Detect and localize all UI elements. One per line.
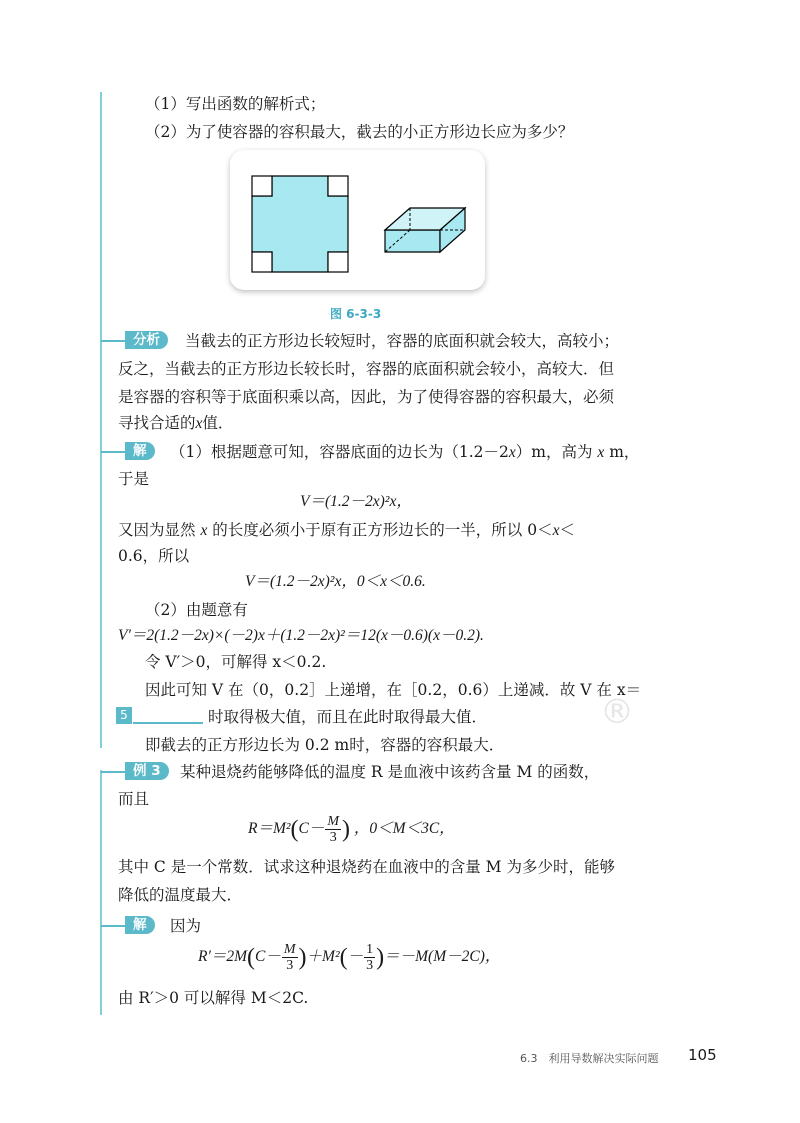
solution-tag: 解 [125, 442, 155, 460]
example-line-1: 某种退烧药能够降低的温度 R 是血液中该药含量 M 的函数， [180, 763, 600, 781]
example-tag: 例 3 [125, 762, 169, 780]
open-box [385, 208, 465, 252]
registered-watermark: ® [600, 692, 634, 732]
frac-num: M [283, 941, 296, 957]
var-x: x [200, 522, 208, 539]
sol1-text-3a: 又因为显然 [118, 521, 196, 539]
solution3-tag: 解 [125, 916, 155, 934]
figure-drawing [230, 150, 485, 290]
fill-blank-line[interactable] [133, 722, 203, 724]
figure-caption: 图 6-3-3 [330, 307, 382, 321]
analysis-line-4-b: 值． [202, 414, 234, 432]
analysis-line-4-a: 寻找合适的 [118, 414, 196, 432]
var-x: x [195, 415, 203, 432]
example-line-4: 降低的温度最大． [118, 886, 243, 904]
example-line-3: 其中 C 是一个常数．试求这种退烧药在血液中的含量 M 为多少时，能够 [118, 858, 615, 876]
paren-open: ( [339, 944, 348, 971]
solution3-tag-line [101, 925, 126, 927]
sol1-text-3c: ＜ [559, 521, 575, 539]
margin-rule-bottom [100, 770, 102, 1015]
margin-rule-top [100, 92, 102, 748]
question-1: （1）写出函数的解析式； [145, 95, 326, 113]
box-front [385, 230, 440, 252]
solution2-line-3: 因此可知 V 在（0，0.2］上递增，在［0.2，0.6）上递减．故 V 在 x＝ [145, 681, 642, 699]
var-x: x [552, 522, 560, 539]
analysis-line-1: 当截去的正方形边长较短时，容器的底面积就会较大，高较小； [185, 332, 620, 350]
solution1-line-1 [170, 442, 639, 463]
solution2-line-5: 即截去的正方形边长为 0.2 m时，容器的容积最大． [145, 736, 505, 754]
cut-sheet [252, 176, 348, 272]
eq4-a: R′＝2M [198, 948, 248, 965]
eq-ex-c: C－ [298, 820, 325, 837]
frac-den: 3 [366, 957, 374, 973]
frac-den: 3 [329, 829, 337, 845]
solution1-line-4: 0.6，所以 [118, 547, 190, 565]
solution2-line-2: 令 V′＞0，可解得 x＜0.2. [145, 653, 327, 671]
corner-square-bl [252, 252, 272, 272]
footer-section-title: 6.3 利用导数解决实际问题 [520, 1052, 659, 1065]
solution3-line-1: 因为 [170, 917, 202, 935]
frac-den: 3 [286, 957, 294, 973]
analysis-line-2: 反之，当截去的正方形边长较长时，容器的底面积就会较小，高较大．但 [118, 360, 615, 378]
fraction-m-over-3 [325, 814, 341, 845]
equation-4 [198, 940, 500, 974]
frac-num: 1 [366, 941, 374, 957]
example-tag-line [101, 771, 126, 773]
equation-2: V＝(1.2－2x)²x，0＜x＜0.6. [245, 573, 426, 590]
solution-tag-line [101, 451, 126, 453]
fraction-m-over-3 [282, 942, 298, 973]
eq4-d: － [347, 948, 364, 965]
corner-square-br [328, 252, 348, 272]
paren-open: ( [290, 816, 299, 843]
equation-3: V′＝2(1.2－2x)×(－2)x＋(1.2－2x)²＝12(x－0.6)(x－0.2). [118, 627, 484, 644]
fill-blank-number-box: 5 [116, 707, 132, 724]
page-number: 105 [688, 1046, 717, 1064]
frac-num: M [327, 813, 340, 829]
example-line-2: 而且 [118, 790, 150, 808]
figure-panel [230, 150, 485, 290]
sol1-text-b: ）m，高为 [515, 443, 593, 461]
analysis-line-3: 是容器的容积等于底面积乘以高，因此，为了使得容器的容积最大，必须 [118, 388, 615, 406]
sol1-text-3b: 的长度必须小于原有正方形边长的一半，所以 0＜ [212, 521, 553, 539]
solution1-line-2: 于是 [118, 470, 150, 488]
solution2-line-1: （2）由题意有 [145, 601, 248, 619]
equation-example [248, 812, 455, 846]
eq4-c: ＋M² [306, 948, 340, 965]
paren-close: ) [376, 944, 385, 971]
paren-close: ) [342, 816, 351, 843]
corner-square-tl [252, 176, 272, 196]
question-2: （2）为了使容器的容积最大，截去的小正方形边长应为多少？ [145, 123, 574, 141]
sol1-text-c: m， [609, 443, 640, 461]
sol1-text-a: （1）根据题意可知，容器底面的边长为（1.2－2 [170, 443, 509, 461]
equation-1: V＝(1.2－2x)²x， [300, 493, 412, 510]
solution1-line-3 [118, 520, 575, 541]
eq-ex-rhs: ，0＜M＜3C， [353, 820, 455, 837]
fraction-1-over-3 [364, 942, 375, 973]
analysis-tag-line [101, 340, 126, 342]
var-x: x [508, 444, 516, 461]
solution2-line-4: 时取得极大值，而且在此时取得最大值． [208, 708, 488, 726]
paren-open: ( [247, 944, 256, 971]
eq4-b: C－ [255, 948, 281, 965]
analysis-line-4 [118, 413, 233, 434]
var-x: x [597, 444, 605, 461]
solution3-line-2: 由 R′＞0 可以解得 M＜2C. [118, 989, 309, 1007]
eq4-e: ＝－M(M－2C)， [384, 948, 501, 965]
paren-close: ) [298, 944, 307, 971]
analysis-tag: 分析 [125, 331, 168, 349]
corner-square-tr [328, 176, 348, 196]
eq-ex-lhs: R＝M² [248, 820, 291, 837]
